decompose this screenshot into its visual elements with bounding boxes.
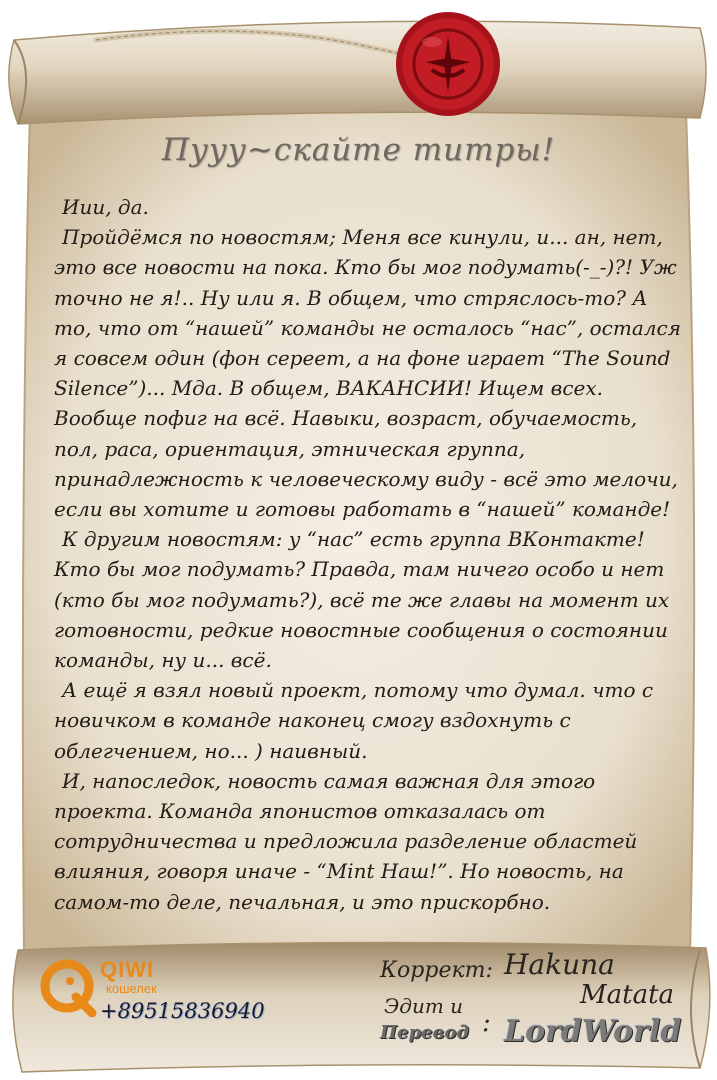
paragraph-1: Иии, да. [62,195,149,219]
qiwi-phone-number: +89515836940 [100,999,265,1023]
credit-colon: : [482,1008,491,1038]
page-title: Пууу~скайте титры! [161,132,556,168]
credit-perevod-label: Перевод [380,1022,469,1043]
qiwi-wallet-block [40,955,270,1035]
qiwi-logo-icon [40,959,98,1017]
credit-korrekt-label: Коррект: [380,958,493,983]
credit-perevod-name: LordWorld [504,1014,682,1049]
wax-seal-icon [392,8,504,120]
paragraph-5: И, напоследок, новость самая важная для этого проекта. Команда японистов отказалась от сотрудничества и предложила разделение областей влияния, говоря иначе - “Mint Наш!”. Но новость, на самом-то деле, печальная, и это прискорбно. [54,768,638,914]
paragraph-3: К другим новостям: у “нас” есть группа ВКонтакте! Кто бы мог подумать? Правда, там ничего особо и нет (кто бы мог подумать?), всё те же главы на момент их готовности, редкие новостные сообщения о состоянии команды, ну и... всё. [54,527,670,673]
paragraph-2: Пройдёмся по новостям; Меня все кинули, и... ан, нет, это все новости на пока. Кто бы мог подумать(-_-)?! Уж точно не я!.. Ну или я. В общем, что стряслось-то? А то, что от “нашей” команды не осталось “нас”, остался я совсем один (фон сереет, а на фоне играет “The Sound Silence”)... Мда. В общем, ВАКАНСИИ! Ищем всех. Вообще пофиг на всё. Навыки, возраст, обучаемость, пол, раса, ориентация, этническая группа, принадлежность к человеческому виду - всё это мелочи, если вы хотите и готовы работать в “нашей” команде! [54,225,681,522]
qiwi-subtitle: кошелек [106,981,157,996]
paragraph-4: А ещё я взял новый проект, потому что думал. что с новичком в команде наконец смогу вздохнуть с облегчением, но... ) наивный. [54,678,654,763]
credit-korrekt-name-1: Hakuna [504,948,615,981]
credit-korrekt-name-2: Matata [580,980,675,1010]
qiwi-brand: QIWI [100,957,155,982]
scroll-text [54,192,684,917]
credit-edit-label: Эдит и [384,994,464,1018]
